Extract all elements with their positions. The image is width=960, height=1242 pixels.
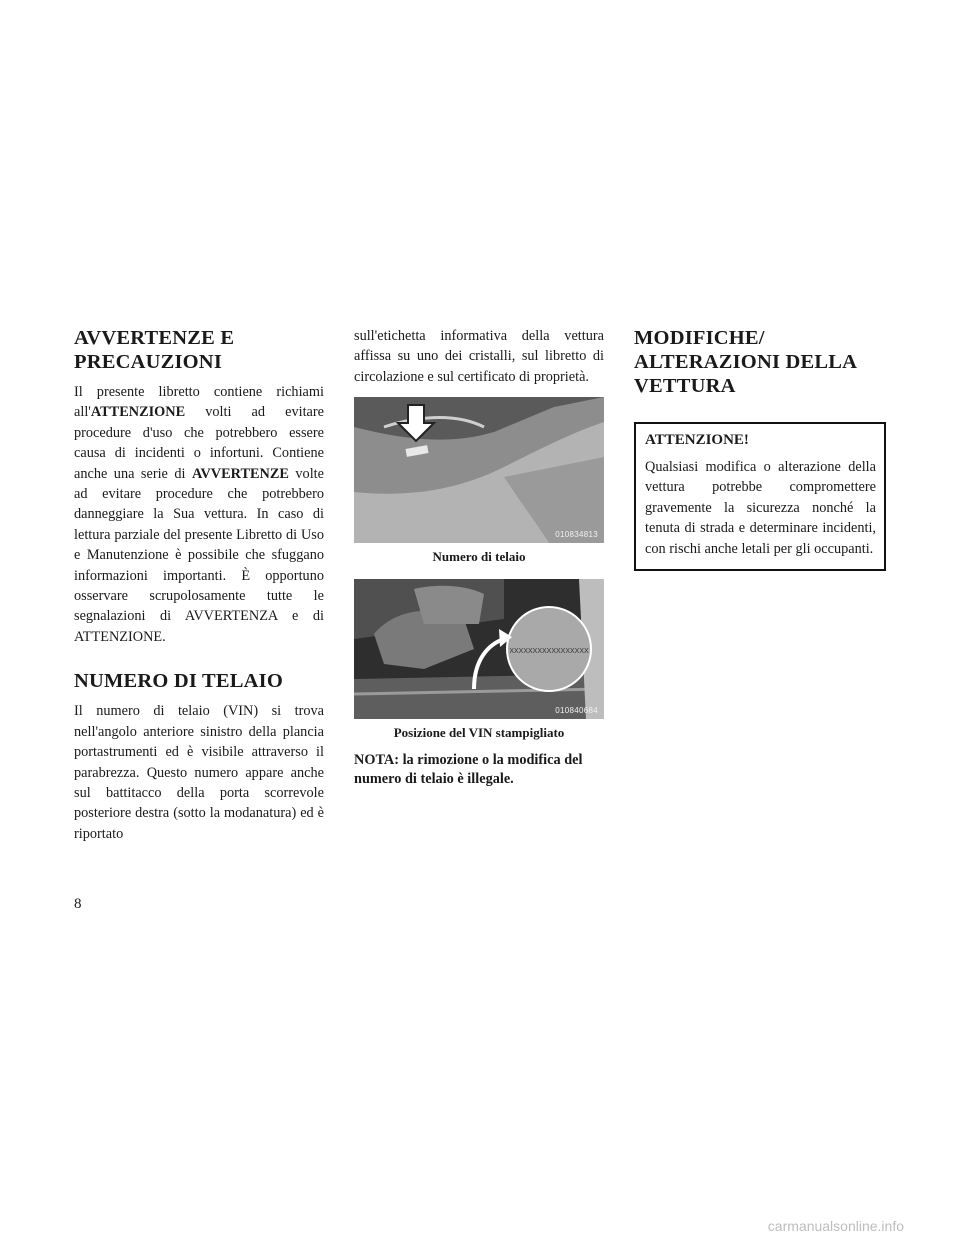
- figure-code: 010840684: [555, 706, 598, 716]
- keyword-attenzione: ATTENZIONE: [90, 404, 186, 421]
- figure-vin-stamped: [354, 579, 604, 719]
- heading-avvertenze: AVVERTENZE E PRECAUZIONI: [74, 327, 235, 373]
- text-part: volte ad evitare procedure che potrebbero danneggiare la Sua vettura. In caso di lettura parziale del presente Libretto di Uso e Manutenzione è possibile che sfuggano informazioni importanti. È opportuno osservare scrupolosamente tutte le segnalazioni di AVVERTENZA e di ATTENZIONE.: [74, 465, 324, 645]
- paragraph-numero-telaio: Il numero di telaio (VIN) si trova nell'angolo anteriore sinistro della plancia portastrumenti ed è visibile attraverso il parabrezza. Questo numero appare anche sul battitacco della porta scorrevole posteriore destra (sotto la modanatura) ed è riportato: [74, 703, 324, 842]
- warning-text: Qualsiasi modifica o alterazione della vettura potrebbe compromettere gravemente la sicurezza nonché la tenuta di strada e determinare incidenti, con rischi anche letali per gli occupanti.: [645, 459, 876, 557]
- heading-numero-telaio: NUMERO DI TELAIO: [74, 670, 283, 693]
- figure-code: 010834813: [555, 530, 598, 540]
- paragraph-continued: sull'etichetta informativa della vettura affissa su uno dei cristalli, sul libretto di circolazione e sul certificato di proprietà.: [354, 328, 604, 385]
- watermark: carmanualsonline.info: [767, 1218, 904, 1234]
- column-middle: [354, 326, 604, 789]
- vin-placeholder-text: XXXXXXXXXXXXXXXXX: [509, 648, 589, 656]
- text-part: volti ad evitare procedure d'uso che potrebbero essere causa di incidenti o infortuni. Contiene anche una serie di: [74, 404, 324, 482]
- warning-box: [634, 422, 886, 571]
- caption-numero-telaio: Numero di telaio: [432, 549, 526, 565]
- text-part: Il presente libretto contiene richiami all': [74, 384, 324, 421]
- windshield-illustration: [354, 397, 604, 543]
- keyword-avvertenze: AVVERTENZE: [191, 465, 289, 482]
- note-vin-illegal: NOTA: la rimozione o la modifica del numero di telaio è illegale.: [354, 752, 583, 788]
- paragraph-avvertenze: [74, 382, 324, 647]
- column-right: [634, 326, 886, 571]
- figure-vin-windshield: [354, 397, 604, 543]
- warning-title: ATTENZIONE!: [645, 432, 749, 448]
- heading-modifiche: MODIFICHE/ ALTERAZIONI DELLA VETTURA: [634, 327, 856, 397]
- column-left: [74, 326, 324, 862]
- page-number: 8: [74, 896, 82, 912]
- sill-illustration: [354, 579, 604, 719]
- caption-posizione-vin: Posizione del VIN stampigliato: [393, 725, 565, 741]
